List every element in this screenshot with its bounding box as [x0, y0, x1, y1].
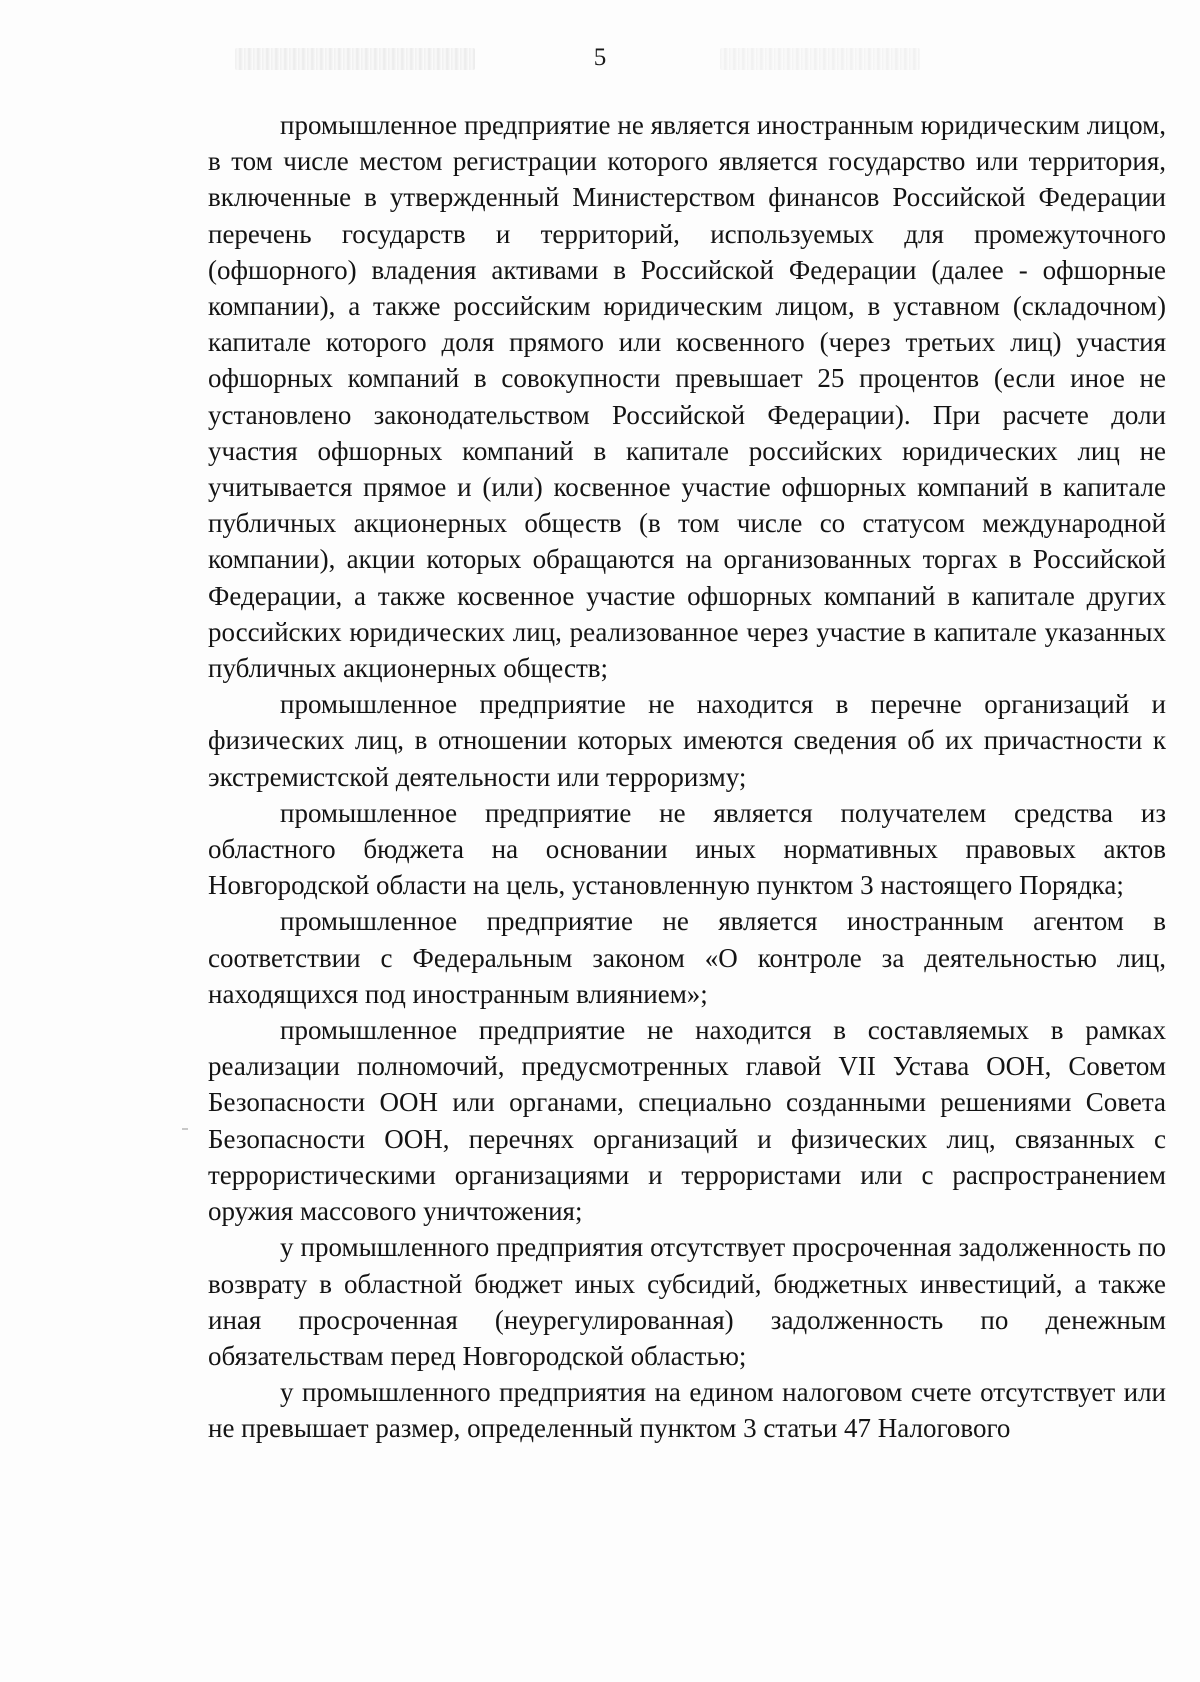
paragraph-overdue-debt: у промышленного предприятия отсутствует просроченная задолженность по возврату в областной бюджет иных субсидий, бюджетных инвестиций, а также иная просроченная (неурегулированная) задолженность по денежным обязательствам перед Новгородской областью;	[208, 1232, 1166, 1371]
paragraph-un-sanctions: промышленное предприятие не находится в составляемых в рамках реализации полномочий, предусмотренных главой VII Устава ООН, Советом Безопасности ООН или органами, специально созданными решениями Совета Безопасности ООН, перечнях организаций и физических лиц, связанных с террористическими организациями и террористами или с распространением оружия массового уничтожения;	[208, 1015, 1166, 1227]
paragraph-extremism-list: промышленное предприятие не находится в перечне организаций и физических лиц, в отношении которых имеются сведения об их причастности к экстремистской деятельности или терроризму;	[208, 689, 1166, 792]
document-body	[208, 107, 1166, 1447]
page-number: 5	[593, 44, 607, 71]
paragraph-tax-account: у промышленного предприятия на едином налоговом счете отсутствует или не превышает размер, определенный пунктом 3 статьи 47 Налогового	[208, 1377, 1166, 1444]
paragraph-foreign-agent: промышленное предприятие не является иностранным агентом в соответствии с Федеральным законом «О контроле за деятельностью лиц, находящихся под иностранным влиянием»;	[208, 906, 1166, 1009]
paragraph-offshore-requirement: промышленное предприятие не является иностранным юридическим лицом, в том числе местом регистрации которого является государство или территория, включенные в утвержденный Министерством финансов Российской Федерации перечень государств и территорий, используемых для промежуточного (офшорного) владения активами в Российской Федерации (далее - офшорные компании), а также российским юридическим лицом, в уставном (складочном) капитале которого доля прямого или косвенного (через третьих лиц) участия офшорных компаний в совокупности превышает 25 процентов (если иное не установлено законодательством Российской Федерации). При расчете доли участия офшорных компаний в капитале российских юридических лиц не учитывается прямое и (или) косвенное участие офшорных компаний в капитале публичных акционерных обществ (в том числе со статусом международной компании), акции которых обращаются на организованных торгах в Российской Федерации, а также косвенное участие офшорных компаний в капитале других российских юридических лиц, реализованное через участие в капитале указанных публичных акционерных обществ;	[208, 110, 1166, 684]
margin-mark	[182, 1128, 188, 1130]
paragraph-budget-recipient: промышленное предприятие не является получателем средства из областного бюджета на основании иных нормативных правовых актов Новгородской области на цель, установленную пунктом 3 настоящего Порядка;	[208, 797, 1166, 901]
